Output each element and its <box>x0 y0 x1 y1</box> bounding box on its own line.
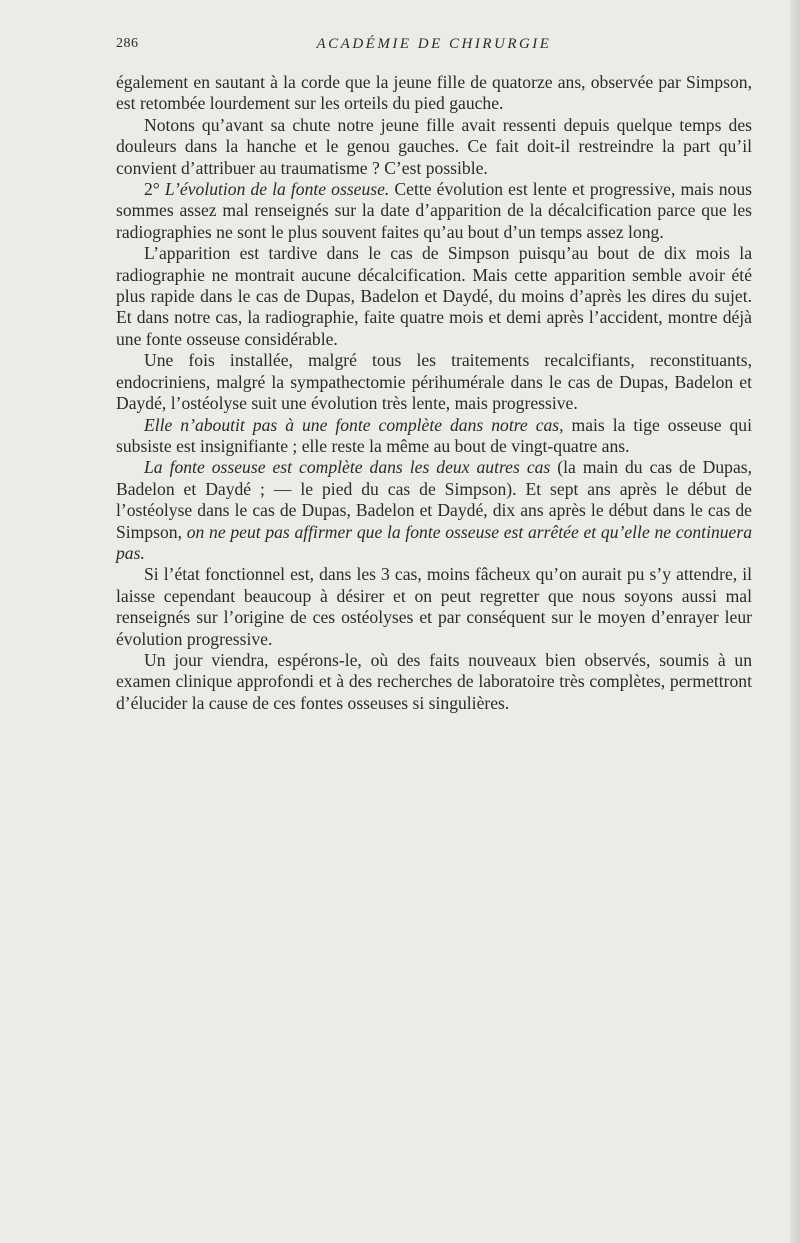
paragraph-1: également en sautant à la corde que la jeune fille de quatorze ans, observée par Simpson, est retombée lourdement sur les orteils du pied gauche. <box>116 72 752 114</box>
section-heading: L’évolution de la fonte osseuse. <box>164 179 390 200</box>
paragraph-6 <box>116 415 752 458</box>
body-text <box>116 72 752 714</box>
paragraph-7 <box>116 457 752 564</box>
paragraph-6-text: mais la tige osseuse qui subsiste est insignifiante ; elle reste la même au bout de vingt-quatre ans. <box>116 414 752 456</box>
page-number: 286 <box>116 36 139 51</box>
paragraph-6-emphasis: Elle n’aboutit pas à une fonte complète dans notre cas, <box>144 414 564 435</box>
paragraph-3 <box>116 179 752 243</box>
paragraph-7-text: (la main du cas de Dupas, Badelon et Daydé ; — le pied du cas de Simpson). Et sept ans après le début de l’ostéolyse dans le cas de Dupas, Badelon et Daydé, dix ans après le début dans le cas de Simpson, <box>116 457 752 542</box>
page-header <box>116 36 752 58</box>
section-number: 2° <box>144 179 165 200</box>
paragraph-5: Une fois installée, malgré tous les traitements recalcifiants, reconstituants, endocriniens, malgré la sympathectomie périhumérale dans le cas de Dupas, Badelon et Daydé, l’ostéolyse suit une évolution très lente, mais progressive. <box>116 350 752 414</box>
paragraph-8: Si l’état fonctionnel est, dans les 3 cas, moins fâcheux qu’on aurait pu s’y attendre, il laisse cependant beaucoup à désirer et on peut regretter que nous soyons aussi mal renseignés sur l’origine de ces ostéolyses et par conséquent sur le moyen d’enrayer leur évolution progressive. <box>116 564 752 649</box>
paragraph-4: L’apparition est tardive dans le cas de Simpson puisqu’au bout de dix mois la radiographie ne montrait aucune décalcification. Mais cette apparition semble avoir été plus rapide dans le cas de Dupas, Badelon et Daydé, du moins d’après les dires du sujet. Et dans notre cas, la radiographie, faite quatre mois et demi après l’accident, montre déjà une fonte osseuse considérable. <box>116 243 752 349</box>
page-edge-shadow <box>790 0 800 1243</box>
paragraph-9: Un jour viendra, espérons-le, où des faits nouveaux bien observés, soumis à un examen clinique approfondi et à des recherches de laboratoire très complètes, permettront d’élucider la cause de ces fontes osseuses si singulières. <box>116 649 752 713</box>
paragraph-7-emphasis: La fonte osseuse est complète dans les deux autres cas <box>144 457 551 478</box>
paragraph-2: Notons qu’avant sa chute notre jeune fille avait ressenti depuis quelque temps des douleurs dans la hanche et le genou gauches. Ce fait doit-il restreindre la part qu’il convient d’attribuer au traumatisme ? C’est possible. <box>116 114 752 178</box>
running-title: ACADÉMIE DE CHIRURGIE <box>316 36 552 52</box>
paragraph-3-text: Cette évolution est lente et progressive, mais nous sommes assez mal renseignés sur la date d’apparition de la décalcification parce que les radiographies ne sont le plus souvent faites qu’au bout d’un temps assez long. <box>116 179 752 242</box>
paragraph-7-emphasis-2: on ne peut pas affirmer que la fonte osseuse est arrêtée et qu’elle ne continuera pas. <box>116 521 753 563</box>
